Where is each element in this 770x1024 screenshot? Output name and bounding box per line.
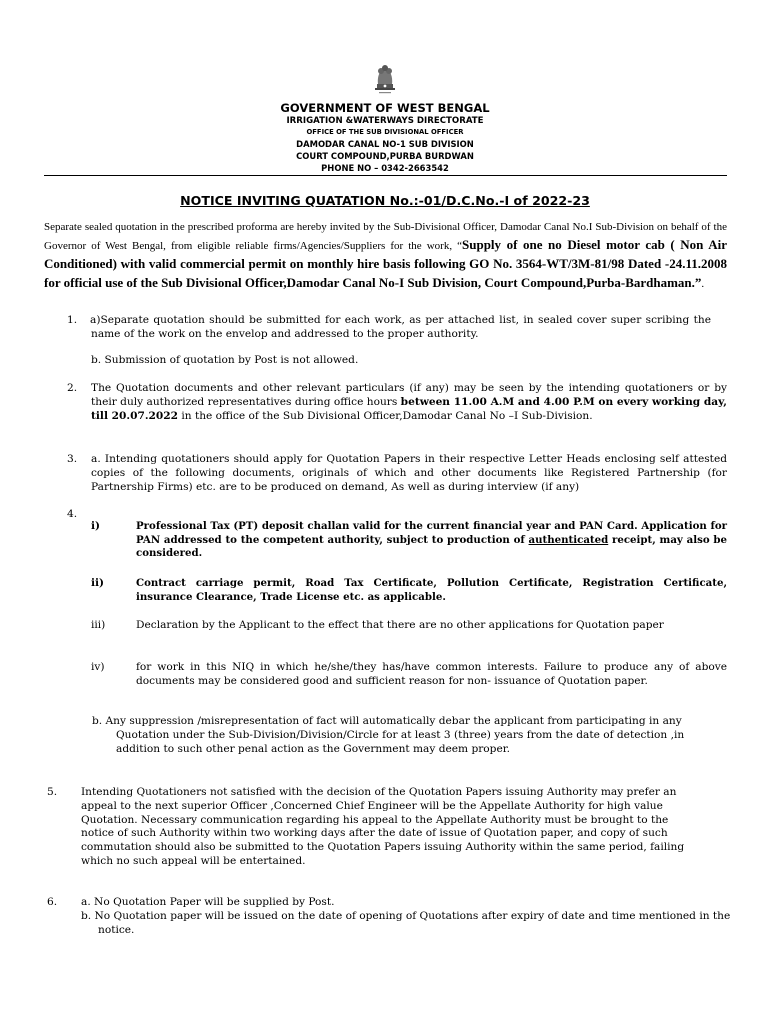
item-number: 3.: [67, 453, 78, 465]
subitem-iii: Declaration by the Applicant to the effect that there are no other applications for Quotation paper: [136, 619, 664, 631]
item-6b: b. No Quotation paper will be issued on the date of opening of Quotations after expiry of date and time mentioned in the notice.: [81, 910, 731, 936]
notice-title: NOTICE INVITING QUATATION No.:-01/D.C.No.-I of 2022-23: [180, 193, 590, 208]
item-1b: b. Submission of quotation by Post is not allowed.: [91, 354, 359, 366]
item-2: [91, 382, 727, 423]
item-number: 6.: [47, 896, 58, 908]
item-number: 2.: [67, 382, 78, 394]
subitem-number: iii): [91, 619, 106, 631]
item-5: Intending Quotationers not satisfied with the decision of the Quotation Papers issuing Authority may prefer an appeal to the next superior Officer ,Concerned Chief Engineer will be the Appellate Authority for high value Quotation. Necessary communication regarding his appeal to the Appellate Authority must be brought to the notice of such Authority within two working days after the date of issue of Quotation paper, and copy of such commutation should also be submitted to the Quotation Papers issuing Authority within the same period, failing which no such appeal will be entertained.: [81, 786, 685, 867]
subitem-ii: Contract carriage permit, Road Tax Certificate, Pollution Certificate, Registration Certificate, insurance Clearance, Trade License etc. as applicable.: [136, 577, 727, 603]
subitem-i-text: Professional Tax (PT) deposit challan valid for the current financial year and PAN Card. Application for PAN addressed to the competent authority, subject to production of: [136, 520, 727, 546]
header-government: GOVERNMENT OF WEST BENGAL: [280, 101, 490, 115]
subitem-number: iv): [91, 661, 105, 673]
subitem-iv: for work in this NIQ in which he/she/they has/have common interests. Failure to produce any of above documents may be considered good and sufficient reason for non- issuance of Quotation paper.: [136, 661, 727, 687]
subitem-number: ii): [91, 577, 105, 589]
item-number: 4.: [67, 508, 78, 520]
header-subdivision: DAMODAR CANAL NO-1 SUB DIVISION: [296, 139, 474, 149]
item-2-hours: between 11.00 A.M and 4.00 P.M on every working day, till 20.07.2022: [91, 395, 727, 422]
intro-end: .: [701, 278, 705, 290]
item-1a: [91, 314, 711, 342]
item-2-office: in the office of the Sub Divisional Officer,Damodar Canal No –I Sub-Division.: [178, 409, 593, 422]
header-address: COURT COMPOUND,PURBA BURDWAN: [296, 151, 474, 161]
subitem-i: [136, 520, 727, 561]
header-directorate: IRRIGATION &WATERWAYS DIRECTORATE: [286, 116, 484, 126]
subitem-i-end: receipt, may also be considered.: [136, 533, 727, 560]
subitem-number: i): [91, 520, 101, 532]
header-office: OFFICE OF THE SUB DIVISIONAL OFFICER: [306, 128, 464, 136]
item-1a-text: a)Separate quotation should be submitted for each work, as per attached list, in sealed cover super scribing the name of the work on the envelop and addressed to the proper authority.: [90, 314, 711, 340]
header-phone: PHONE NO – 0342-2663542: [321, 163, 449, 173]
item-3: a. Intending quotationers should apply for Quotation Papers in their respective Letter Heads enclosing self attested copies of the following documents, originals of which and other documents like Registered Partnership (for Partnership Firms) etc. are to be produced on demand, As well as during interview (if any): [91, 453, 727, 493]
item-2-text: The Quotation documents and other relevant particulars (if any) may be seen by the intending quotationers or by their duly authorized representatives during office hours: [91, 382, 727, 408]
item-number: 1.: [67, 314, 78, 326]
item-4b: b. Any suppression /misrepresentation of fact will automatically debar the applicant from participating in any Quotation under the Sub-Division/Division/Circle for at least 3 (three) years from the date of detection ,in addition to such other penal action as the Government may deem proper.: [92, 715, 685, 755]
intro-text: Separate sealed quotation in the prescribed proforma are hereby invited by the Sub-Divisional Officer, Damodar Canal No.I Sub-Division on behalf of the Governor of West Bengal, from eligible reliable firms/Agencies/Suppliers for the work, “: [44, 221, 727, 252]
ashoka-emblem-icon: [368, 62, 402, 98]
item-number: 5.: [47, 786, 58, 798]
header-divider: [44, 175, 727, 176]
intro-work-name: Supply of one no Diesel motor cab ( Non Air Conditioned) with valid commercial permit on monthly hire basis following GO No. 3564-WT/3M-81/98 Dated -24.11.2008 for official use of the Sub Divisional Officer,Damodar Canal No-I Sub Division, Court Compound,Purba-Bardhaman.”: [44, 237, 727, 290]
item-6a: a. No Quotation Paper will be supplied by Post.: [81, 896, 335, 908]
intro-paragraph: [44, 219, 727, 293]
subitem-i-underlined: authenticated: [528, 533, 609, 546]
